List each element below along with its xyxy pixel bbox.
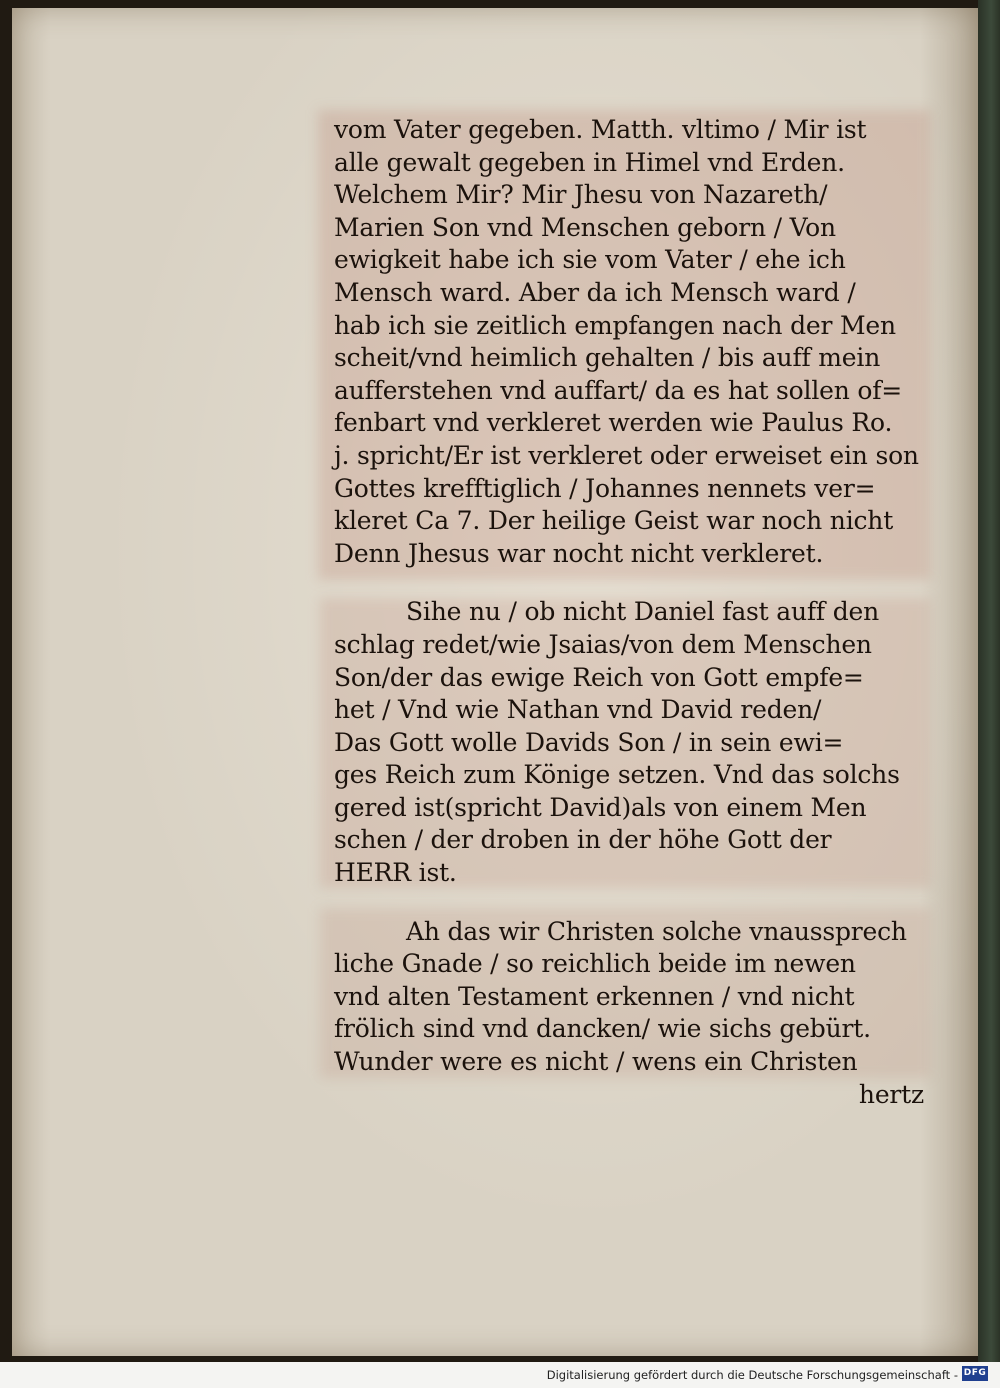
text-line: HERR ist.: [334, 858, 457, 888]
text-line: het / Vnd wie Nathan vnd David reden/: [334, 695, 822, 725]
text-line: Marien Son vnd Menschen geborn / Von: [334, 212, 836, 242]
text-line: Son/der das ewige Reich von Gott empfe=: [334, 662, 864, 692]
text-line: Wunder were es nicht / wens ein Christen: [334, 1047, 858, 1077]
funding-credit: Digitalisierung gefördert durch die Deutsche Forschungsgemeinschaft -: [546, 1368, 958, 1382]
text-line: ewigkeit habe ich sie vom Vater / ehe ich: [334, 245, 846, 275]
text-line: liche Gnade / so reichlich beide im newen: [334, 949, 856, 979]
text-line: kleret Ca 7. Der heilige Geist war noch nicht: [334, 506, 894, 536]
paragraph-first-line: Sihe nu / ob nicht Daniel fast auff den: [406, 597, 879, 627]
text-line: scheit/vnd heimlich gehalten / bis auff mein: [334, 343, 881, 373]
dfg-logo[interactable]: DFG: [962, 1366, 988, 1381]
text-line: Gottes krefftiglich / Johannes nennets ver=: [334, 473, 876, 503]
text-line: Welchem Mir? Mir Jhesu von Nazareth/: [334, 180, 828, 210]
book-cover-edge: [978, 0, 1000, 1362]
printed-text-block: [334, 114, 924, 1111]
text-line: Das Gott wolle Davids Son / in sein ewi=: [334, 727, 844, 757]
text-line: frölich sind vnd dancken/ wie sichs gebürt.: [334, 1014, 871, 1044]
catchword: hertz: [858, 1079, 924, 1109]
text-line: j. spricht/Er ist verkleret oder erweiset ein son: [334, 440, 919, 470]
text-line: ges Reich zum Könige setzen. Vnd das solchs: [334, 760, 900, 790]
text-line: Mensch ward. Aber da ich Mensch ward /: [334, 277, 856, 307]
text-line: vnd alten Testament erkennen / vnd nicht: [334, 981, 855, 1011]
paragraph-first-line: Ah das wir Christen solche vnaussprech: [406, 916, 907, 946]
text-line: vom Vater gegeben. Matth. vltimo / Mir ist: [334, 115, 867, 144]
text-line: hab ich sie zeitlich empfangen nach der Men: [334, 310, 896, 340]
text-line: schen / der droben in der höhe Gott der: [334, 825, 832, 855]
text-line: Denn Jhesus war nocht nicht verkleret.: [334, 538, 824, 568]
text-line: aufferstehen vnd auffart/ da es hat sollen of=: [334, 375, 903, 405]
text-line: schlag redet/wie Jsaias/von dem Menschen: [334, 629, 872, 659]
text-line: fenbart vnd verkleret werden wie Paulus Ro.: [334, 408, 893, 438]
text-line: gered ist(spricht David)als von einem Men: [334, 792, 867, 822]
text-line: alle gewalt gegeben in Himel vnd Erden.: [334, 147, 845, 177]
